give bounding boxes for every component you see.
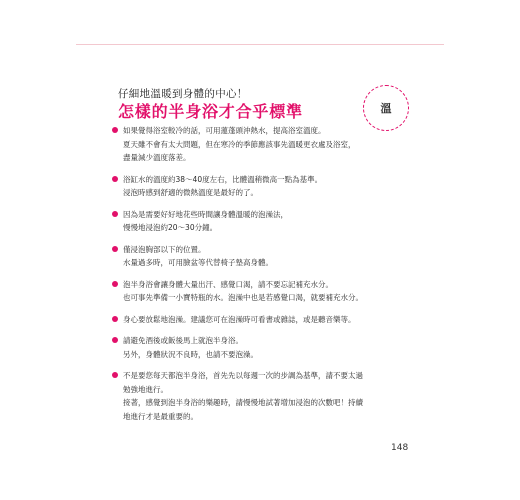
- bullet-icon: [112, 372, 118, 378]
- item-text-line: 地進行才是最重要的。: [123, 411, 198, 421]
- item-text-line: 因為是需要好好地花些時間讓身體溫暖的泡澡法，: [123, 209, 288, 219]
- bullet-icon: [112, 176, 118, 182]
- item-text-line: 盡量減少溫度落差。: [123, 153, 191, 162]
- page-title: 怎樣的半身浴才合乎標準: [118, 102, 303, 121]
- item-text-line: 另外，身體狀況不良時，也請不要泡澡。: [123, 349, 258, 359]
- bullet-icon: [112, 337, 118, 343]
- item-text-line: 泡半身浴會讓身體大量出汗、感覺口渴，請不要忘記補充水分。: [123, 279, 333, 289]
- section-badge: 溫: [363, 85, 409, 131]
- section-eyebrow: 仔細地溫暖到身體的中心！: [118, 88, 248, 100]
- list-item: [112, 208, 412, 235]
- item-text-line: 接著，感覺到泡半身浴的樂趣時，請慢慢地試著增加浸泡的次數吧！持續: [123, 398, 363, 407]
- page-number: 148: [391, 443, 409, 453]
- bullet-icon: [112, 281, 118, 287]
- item-text-line: 浸泡時感到舒適的微熱溫度是最好的了。: [123, 188, 258, 197]
- top-divider: [76, 44, 444, 45]
- item-text-line: 水量過多時，可用臉盆等代替椅子墊高身體。: [123, 258, 273, 267]
- item-text-line: 身心要放鬆地泡澡。建議您可在泡澡時可看書或雜誌，或是聽音樂等。: [123, 314, 356, 324]
- list-item: [112, 278, 412, 305]
- item-text-line: 不是要您每天都泡半身浴，首先先以每週一次的步調為基準，請不要太過: [123, 371, 363, 380]
- item-text-line: 浴缸水的溫度約38～40度左右，比體溫稍微高一點為基準。: [123, 174, 323, 184]
- item-text-line: 僅浸泡胸部以下的位置。: [123, 244, 206, 254]
- item-text-line: 慢慢地浸泡約20～30分鐘。: [123, 223, 218, 232]
- bullet-icon: [112, 316, 118, 322]
- bullet-icon: [112, 246, 118, 252]
- tips-list: [112, 124, 412, 431]
- item-text-line: 夏天雖不會有太大問題，但在寒冷的季節應該事先溫暖更衣處及浴室，: [123, 139, 356, 149]
- bullet-icon: [112, 211, 118, 217]
- list-item: [112, 124, 412, 165]
- list-item: [112, 334, 412, 361]
- item-text-line: 勉強地進行。: [123, 384, 168, 394]
- list-item: [112, 369, 412, 423]
- item-text-line: 請避免酒後或飯後馬上就泡半身浴。: [123, 336, 243, 345]
- bullet-icon: [112, 127, 118, 133]
- item-text-line: 如果覺得浴室較冷的話，可用蓮蓬頭沖熱水，提高浴室溫度。: [123, 126, 326, 135]
- list-item: [112, 313, 412, 327]
- item-text-line: 也可事先準備一小寶特瓶的水。泡澡中也是若感覺口渴，就要補充水分。: [123, 293, 363, 302]
- list-item: [112, 243, 412, 270]
- list-item: [112, 173, 412, 200]
